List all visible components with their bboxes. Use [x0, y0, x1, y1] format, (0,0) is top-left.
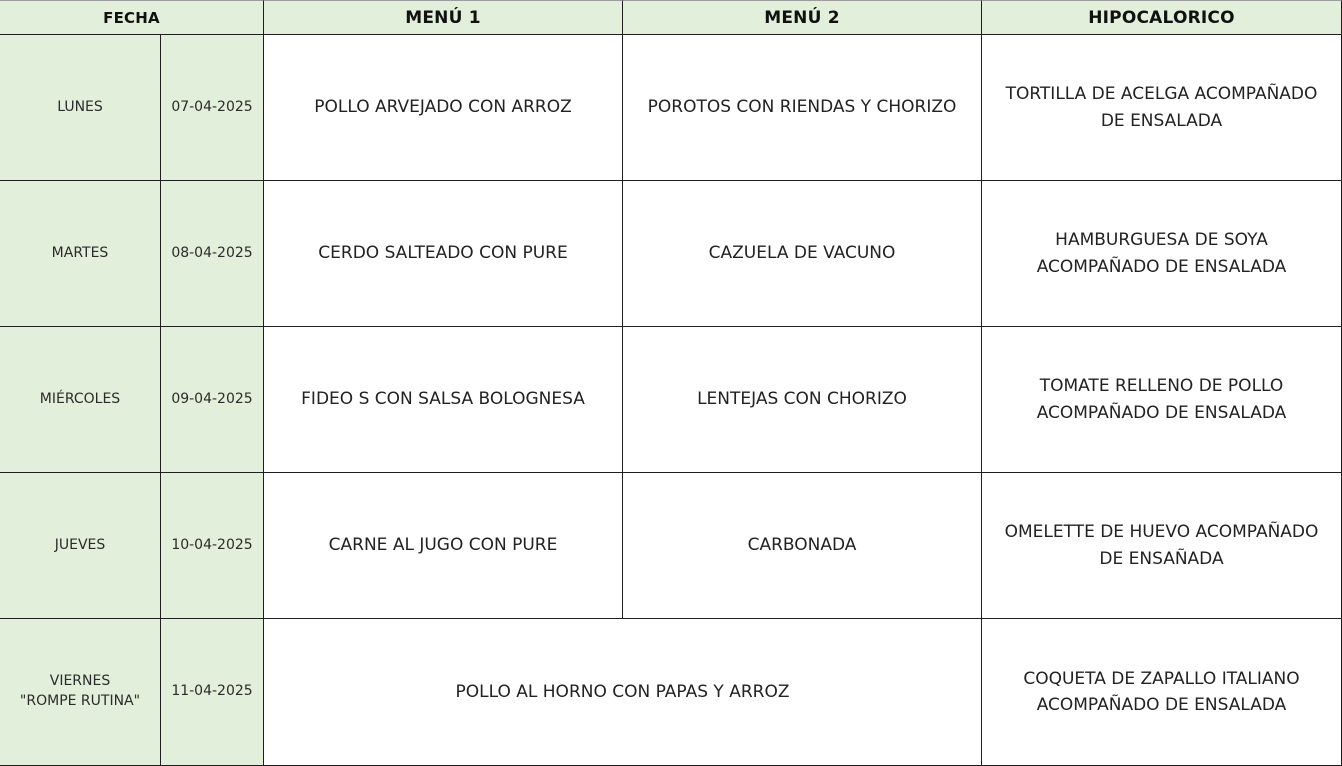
menu1-cell-martes: CERDO SALTEADO CON PURE	[264, 181, 623, 327]
hipocalorico-cell-martes: HAMBURGUESA DE SOYA ACOMPAÑADO DE ENSALADA	[982, 181, 1342, 327]
header-hipocalorico: HIPOCALORICO	[982, 0, 1342, 35]
header-menu-1: MENÚ 1	[264, 0, 623, 35]
menu1-cell-miercoles: FIDEO S CON SALSA BOLOGNESA	[264, 327, 623, 473]
date-cell-jueves: 10-04-2025	[161, 473, 264, 619]
day-cell-viernes	[0, 619, 161, 766]
day-cell-jueves: JUEVES	[0, 473, 161, 619]
date-cell-martes: 08-04-2025	[161, 181, 264, 327]
menu2-cell-martes: CAZUELA DE VACUNO	[623, 181, 982, 327]
date-cell-miercoles: 09-04-2025	[161, 327, 264, 473]
day-note-rompe-rutina: "ROMPE RUTINA"	[19, 693, 141, 709]
menu2-cell-lunes: POROTOS CON RIENDAS Y CHORIZO	[623, 35, 982, 181]
day-cell-martes: MARTES	[0, 181, 161, 327]
day-cell-miercoles: MIÉRCOLES	[0, 327, 161, 473]
hipocalorico-cell-viernes: COQUETA DE ZAPALLO ITALIANO ACOMPAÑADO DE ENSALADA	[982, 619, 1342, 766]
header-menu-2: MENÚ 2	[623, 0, 982, 35]
day-label-viernes: VIERNES	[49, 673, 111, 690]
date-cell-lunes: 07-04-2025	[161, 35, 264, 181]
menu1-cell-lunes: POLLO ARVEJADO CON ARROZ	[264, 35, 623, 181]
hipocalorico-cell-miercoles: TOMATE RELLENO DE POLLO ACOMPAÑADO DE ENSALADA	[982, 327, 1342, 473]
hipocalorico-cell-jueves: OMELETTE DE HUEVO ACOMPAÑADO DE ENSAÑADA	[982, 473, 1342, 619]
day-cell-viernes-content	[20, 672, 140, 711]
menu2-cell-miercoles: LENTEJAS CON CHORIZO	[623, 327, 982, 473]
header-fecha: FECHA	[0, 0, 264, 35]
date-cell-viernes: 11-04-2025	[161, 619, 264, 766]
menu1-cell-jueves: CARNE AL JUGO CON PURE	[264, 473, 623, 619]
menu-combined-cell-viernes: POLLO AL HORNO CON PAPAS Y ARROZ	[264, 619, 982, 766]
menu2-cell-jueves: CARBONADA	[623, 473, 982, 619]
day-cell-lunes: LUNES	[0, 35, 161, 181]
hipocalorico-cell-lunes: TORTILLA DE ACELGA ACOMPAÑADO DE ENSALADA	[982, 35, 1342, 181]
